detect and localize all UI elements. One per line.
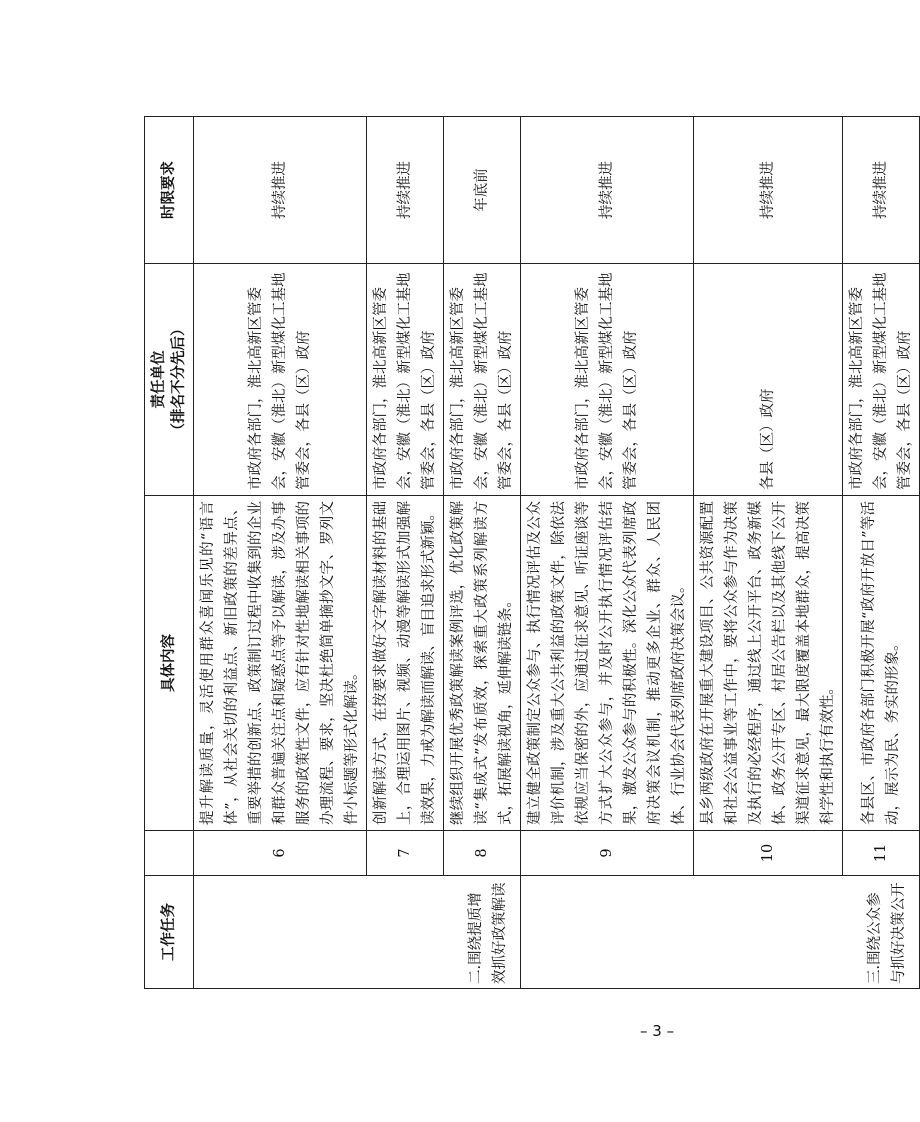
row-number: 9: [521, 831, 694, 876]
table-row: [444, 117, 521, 989]
row-deadline: 年底前: [444, 117, 521, 264]
work-task-table: [144, 116, 920, 989]
header-unit-line1: 责任单位: [150, 350, 167, 409]
row-unit: 市政府各部门，淮北高新区管委会，安徽（淮北）新型煤化工基地管委会，各县（区）政府: [194, 264, 367, 496]
header-unit: [145, 264, 194, 496]
header-num: [145, 831, 194, 876]
row-content: 各县区、市政府各部门积极开展“政府开放日”等活动，展示为民、务实的形象。: [843, 496, 920, 831]
row-unit: 市政府各部门，淮北高新区管委会，安徽（淮北）新型煤化工基地管委会，各县（区）政府: [367, 264, 444, 496]
rotated-table-sheet: [144, 117, 913, 989]
header-deadline: 时限要求: [145, 117, 194, 264]
row-number: 11: [843, 831, 920, 876]
header-task: 工作任务: [145, 876, 194, 989]
row-content: 县乡两级政府在开展重大建设项目、公共资源配置和社会公益事业等工作中，要将公众参与作为决策及执行的必经程序，通过线上公开平台、政务新媒体、政务公开专区、村居公告栏以及其他线下公开渠道征求意见，最大限度覆盖本地群众，提高决策科学性和执行有效性。: [694, 496, 843, 831]
row-content: 提升解读质量，灵活使用群众喜闻乐见的“语言体”，从社会关切的利益点、新旧政策的差异点、重要举措的创新点、政策制订过程中收集到的企业和群众普遍关注点和疑惑点等予以解读，涉及办事服务的政策性文件，应有针对性地解读相关事项的办理流程、要求，坚决杜绝简单摘抄文字、罗列文件小标题等形式化解读。: [194, 496, 367, 831]
task-cell-3: 三.围绕公众参与抓好决策公开: [521, 876, 920, 989]
row-unit: 市政府各部门，淮北高新区管委会，安徽（淮北）新型煤化工基地管委会，各县（区）政府: [444, 264, 521, 496]
row-unit: 市政府各部门，淮北高新区管委会，安徽（淮北）新型煤化工基地管委会，各县（区）政府: [843, 264, 920, 496]
page-number: – 3 –: [640, 1022, 675, 1040]
row-content: 继续组织开展优秀政策解读案例评选，优化政策解读“集成式”发布质效，探索重大政策系列解读方式，拓展解读视角，延伸解读链条。: [444, 496, 521, 831]
table-row: [367, 117, 444, 989]
table-row: [843, 117, 920, 989]
row-number: 7: [367, 831, 444, 876]
row-deadline: 持续推进: [521, 117, 694, 264]
row-deadline: 持续推进: [843, 117, 920, 264]
row-unit: 市政府各部门，淮北高新区管委会，安徽（淮北）新型煤化工基地管委会，各县（区）政府: [521, 264, 694, 496]
row-number: 6: [194, 831, 367, 876]
table-header-row: [145, 117, 194, 989]
row-unit: 各县（区）政府: [694, 264, 843, 496]
row-content: 建立健全政策制定公众参与、执行情况评估及公众评价机制，涉及重大公共利益的政策文件，除依法依规应当保密的外，应通过征求意见、听证座谈等方式扩大公众参与，并及时公开执行情况评估结果，激发公众参与的积极性。深化公众代表列席政府决策会议机制，推动更多企业、群众、人民团体、行业协会代表列席政府决策会议。: [521, 496, 694, 831]
row-content: 创新解读方式，在按要求做好文字解读材料的基础上，合理运用图片、视频、动漫等解读形式加强解读效果，力戒为解读而解读、盲目追求形式新颖。: [367, 496, 444, 831]
header-content: 具体内容: [145, 496, 194, 831]
row-deadline: 持续推进: [194, 117, 367, 264]
row-deadline: 持续推进: [367, 117, 444, 264]
header-unit-line2: （排名不分先后）: [170, 321, 187, 438]
table-row: [521, 117, 694, 989]
row-deadline: 持续推进: [694, 117, 843, 264]
landscape-table-container: [144, 117, 913, 989]
row-number: 8: [444, 831, 521, 876]
table-row: [694, 117, 843, 989]
table-row: [194, 117, 367, 989]
row-number: 10: [694, 831, 843, 876]
task-cell-2: 二.围绕提质增效抓好政策解读: [194, 876, 521, 989]
